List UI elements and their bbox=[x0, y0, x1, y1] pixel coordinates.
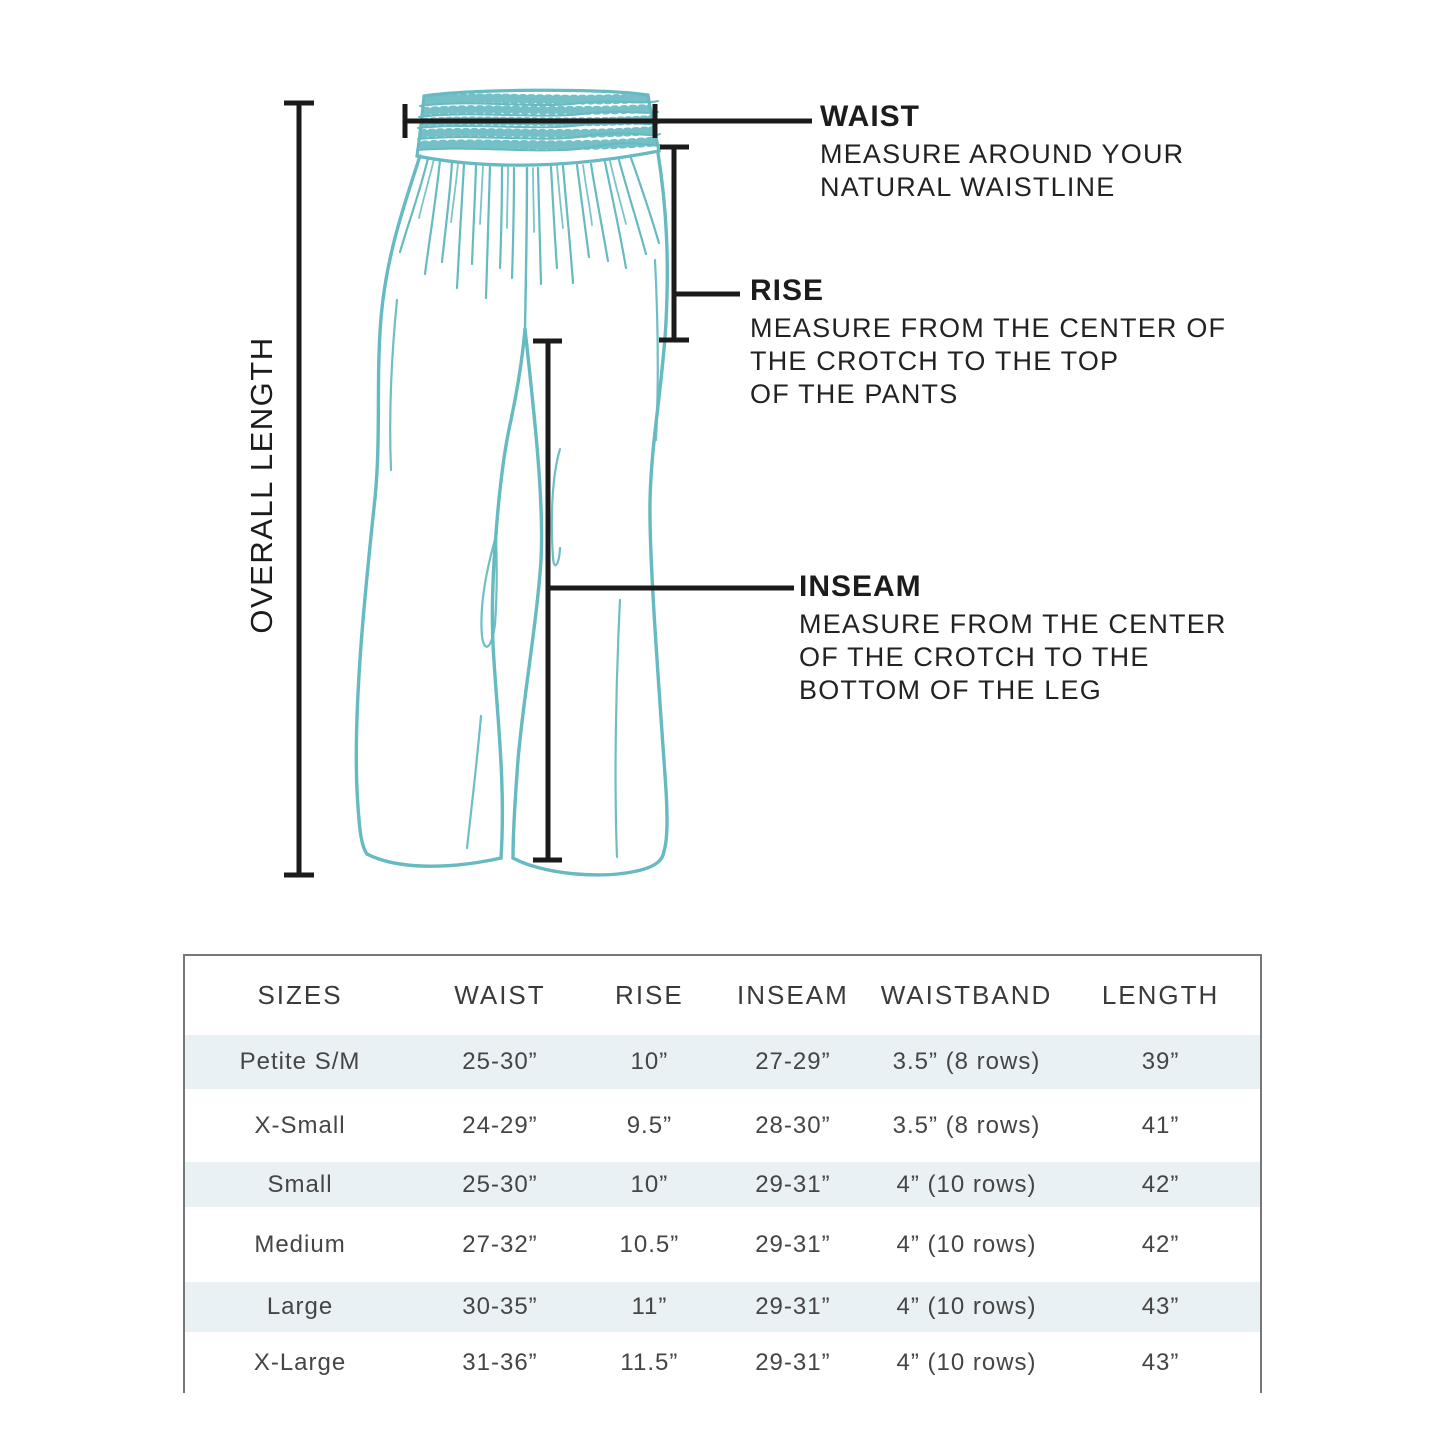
table-row-x-small bbox=[185, 1089, 1260, 1162]
cell-rise: 11” bbox=[631, 1293, 668, 1320]
waist-annotation bbox=[820, 100, 1184, 204]
rise-annotation-desc: OF THE PANTS bbox=[750, 379, 959, 409]
rise-measure-line bbox=[659, 147, 740, 340]
table-row-x-large bbox=[185, 1332, 1260, 1394]
rise-annotation bbox=[750, 274, 1226, 411]
cell-waistband: 3.5” (8 rows) bbox=[892, 1048, 1041, 1075]
cell-size: X-Small bbox=[254, 1111, 346, 1139]
cell-size: Large bbox=[266, 1293, 334, 1320]
inseam-annotation bbox=[799, 570, 1227, 707]
table-row-medium bbox=[185, 1207, 1260, 1282]
cell-waist: 24-29” bbox=[462, 1111, 538, 1139]
cell-waist: 27-32” bbox=[462, 1230, 538, 1258]
pants-sketch bbox=[356, 90, 667, 875]
inseam-annotation-desc: BOTTOM OF THE LEG bbox=[799, 675, 1102, 705]
column-header-rise: RISE bbox=[615, 980, 684, 1010]
cell-waist: 30-35” bbox=[462, 1293, 538, 1320]
cell-length: 42” bbox=[1141, 1170, 1180, 1198]
rise-annotation-title: RISE bbox=[750, 274, 825, 307]
cell-rise: 10” bbox=[630, 1170, 669, 1198]
cell-waist: 31-36” bbox=[462, 1349, 538, 1376]
cell-length: 43” bbox=[1141, 1293, 1180, 1320]
inseam-annotation-desc: MEASURE FROM THE CENTER bbox=[799, 609, 1227, 639]
cell-inseam: 28-30” bbox=[755, 1111, 831, 1139]
cell-waist: 25-30” bbox=[462, 1048, 538, 1075]
cell-length: 42” bbox=[1141, 1230, 1180, 1258]
waist-annotation-desc: MEASURE AROUND YOUR bbox=[820, 139, 1185, 169]
cell-waistband: 4” (10 rows) bbox=[896, 1349, 1037, 1376]
inseam-measure-line bbox=[533, 341, 794, 860]
rise-annotation-desc: THE CROTCH TO THE TOP bbox=[750, 346, 1120, 376]
table-row-small bbox=[185, 1162, 1260, 1207]
cell-size: X-Large bbox=[253, 1349, 347, 1376]
table-row-large bbox=[185, 1282, 1260, 1332]
cell-inseam: 29-31” bbox=[755, 1349, 831, 1376]
column-header-inseam: INSEAM bbox=[737, 980, 849, 1010]
cell-inseam: 27-29” bbox=[755, 1048, 831, 1075]
overall-length-label: OVERALL LENGTH bbox=[244, 336, 279, 634]
cell-size: Petite S/M bbox=[239, 1048, 361, 1075]
cell-waistband: 4” (10 rows) bbox=[896, 1230, 1037, 1258]
cell-rise: 10.5” bbox=[619, 1230, 680, 1258]
column-header-length: LENGTH bbox=[1101, 980, 1220, 1010]
cell-rise: 9.5” bbox=[626, 1111, 673, 1139]
inseam-annotation-desc: OF THE CROTCH TO THE bbox=[799, 642, 1150, 672]
waist-annotation-desc: NATURAL WAISTLINE bbox=[820, 172, 1116, 202]
rise-annotation-desc: MEASURE FROM THE CENTER OF bbox=[750, 313, 1227, 343]
cell-size: Medium bbox=[254, 1230, 346, 1258]
cell-waistband: 4” (10 rows) bbox=[896, 1170, 1037, 1198]
cell-waist: 25-30” bbox=[462, 1170, 538, 1198]
cell-size: Small bbox=[267, 1170, 333, 1198]
cell-waistband: 4” (10 rows) bbox=[896, 1293, 1037, 1320]
column-header-waist: WAIST bbox=[454, 980, 546, 1010]
column-header-sizes: SIZES bbox=[257, 980, 343, 1010]
column-header-waistband: WAISTBAND bbox=[880, 980, 1053, 1010]
cell-rise: 11.5” bbox=[620, 1349, 679, 1376]
cell-inseam: 29-31” bbox=[755, 1230, 831, 1258]
waist-annotation-title: WAIST bbox=[820, 100, 920, 133]
inseam-annotation-title: INSEAM bbox=[799, 570, 922, 603]
size-table bbox=[183, 954, 1262, 1393]
table-header-row bbox=[185, 956, 1260, 1035]
cell-rise: 10” bbox=[630, 1048, 669, 1075]
cell-waistband: 3.5” (8 rows) bbox=[892, 1111, 1041, 1139]
overall-length-line bbox=[284, 103, 314, 875]
table-row-petite-sm bbox=[185, 1035, 1260, 1089]
cell-length: 39” bbox=[1141, 1048, 1180, 1075]
cell-inseam: 29-31” bbox=[755, 1170, 831, 1198]
cell-length: 43” bbox=[1141, 1349, 1180, 1376]
cell-length: 41” bbox=[1141, 1111, 1180, 1139]
cell-inseam: 29-31” bbox=[755, 1293, 831, 1320]
